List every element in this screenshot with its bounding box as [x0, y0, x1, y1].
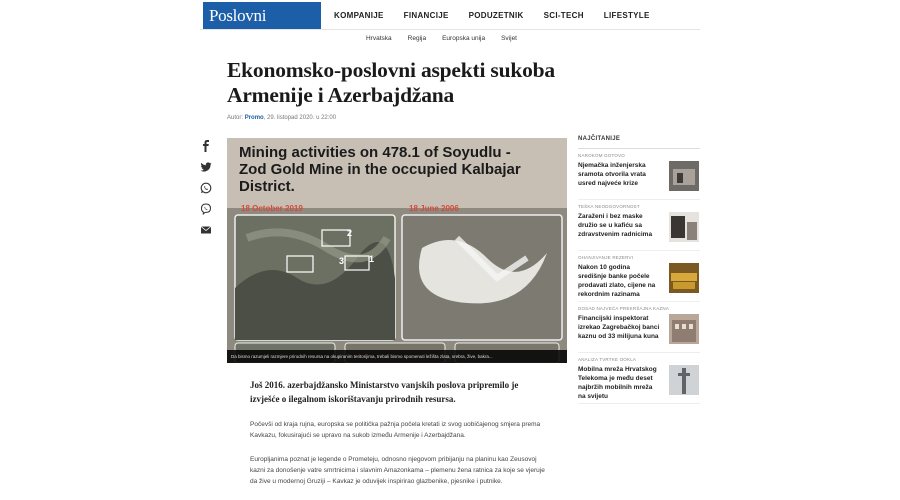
item-category: NAROKOM GOTOVO: [578, 153, 625, 158]
list-item[interactable]: [578, 149, 700, 200]
site-logo[interactable]: Poslovni dnevnik: [203, 2, 321, 29]
image-caption: Da bismo razumjeli razmjere prirodnih resursa na okupiranim teritorijima, trebali bismo spomenuti ležišta zlata, srebra, žive, bakra...: [227, 350, 567, 363]
meta-prefix: Autor:: [227, 115, 244, 121]
article-paragraph: Počevši od kraja rujna, europska se politička pažnja počela kretati iz svog uobičajenog smjera prema Kavkazu, fokusirajući se upravo na sukob između Armenije i Azerbajdžana.: [250, 421, 541, 439]
subnav-item-regija[interactable]: Regija: [407, 34, 427, 42]
facebook-icon[interactable]: [200, 140, 212, 152]
item-headline[interactable]: Zaraženi i bez maske družio se u kafiću sa zdravstvenim radnicima: [578, 213, 653, 238]
item-category: OHANJIVANJE REZERVI: [578, 255, 634, 260]
sub-nav: [358, 31, 525, 45]
subnav-item-svijet[interactable]: Svijet: [501, 34, 517, 42]
image-date-right: 18 June 2006: [409, 204, 459, 213]
item-headline[interactable]: Nakon 10 godina središnje banke počele prodavati zlato, cijene na rekordnim razinama: [578, 264, 656, 298]
list-item[interactable]: [578, 302, 700, 353]
nav-item-kompanije[interactable]: KOMPANIJE: [334, 10, 384, 20]
nav-item-lifestyle[interactable]: LIFESTYLE: [603, 10, 650, 20]
article-image[interactable]: [227, 138, 567, 363]
twitter-icon[interactable]: [200, 161, 212, 173]
subnav-item-hrvatska[interactable]: Hrvatska: [366, 34, 392, 42]
thumbnail-image[interactable]: [669, 263, 699, 293]
thumbnail-image[interactable]: [669, 314, 699, 344]
list-item[interactable]: [578, 200, 700, 251]
item-category: DOSAD NAJVEĆA PREKRŠAJNA KAZNA: [578, 306, 670, 311]
main-nav: [324, 0, 660, 30]
nav-item-sci-tech[interactable]: SCI-TECH: [543, 10, 584, 20]
nav-item-financije[interactable]: FINANCIJE: [403, 10, 449, 20]
sidebar-heading: NAJČITANIJE: [578, 136, 700, 149]
viber-icon[interactable]: [200, 203, 212, 215]
item-category: ANALIZA TVRTKE OOKLA: [578, 357, 637, 362]
list-item[interactable]: [578, 353, 700, 404]
item-headline[interactable]: Mobilna mreža Hrvatskog Telekoma je među deset najbržih mobilnih mreža na svijetu: [578, 366, 657, 400]
marker-label-3: 3: [339, 256, 345, 266]
article-lead: Još 2016. azerbajdžansko Ministarstvo vanjskih poslova pripremilo je izvješće o ilegalnom iskorištavanju prirodnih resursa.: [250, 380, 519, 404]
publish-date: , 29. listopad 2020. u 22:00: [263, 115, 337, 121]
article-meta: [227, 115, 336, 121]
article-paragraph: Europljanima poznat je legende o Prometeju, odnosno njegovom pribijanju na planinu kao Zeusovoj kazni za donošenje vatre smrtnicima i slavnim Amazonkama – plemenu žena ratnica za koje se vjeruje da žive u modernoj Gruziji – Kavkaz je oduvijek inspirirao glazbenike, pjesnike i putnike.: [250, 456, 545, 485]
image-headline: Mining activities on 478.1 of Soyudlu - Zod Gold Mine in the occupied Kalbajar District.: [239, 144, 521, 195]
list-item[interactable]: [578, 251, 700, 302]
thumbnail-image[interactable]: [669, 365, 699, 395]
author-link[interactable]: Promo: [244, 115, 264, 121]
item-headline[interactable]: Njemačka inženjerska sramota otvorila vrata usred najveće krize: [578, 162, 646, 187]
whatsapp-icon[interactable]: [200, 182, 212, 194]
item-headline[interactable]: Financijski inspektorat izrekao Zagrebačkoj banci kaznu od 33 milijuna kuna: [578, 315, 660, 340]
marker-label-2: 2: [347, 228, 353, 238]
item-category: TEŠKA NEODGOVORNOST: [578, 204, 640, 209]
article-title: Ekonomsko-poslovni aspekti sukoba Armenije i Azerbajdžana: [227, 58, 555, 107]
image-date-left: 18 October 2019: [241, 204, 303, 213]
share-bar: [200, 140, 212, 245]
email-icon[interactable]: [200, 224, 212, 236]
thumbnail-image[interactable]: [669, 212, 699, 242]
subnav-item-europska-unija[interactable]: Europska unija: [442, 34, 486, 42]
nav-item-poduzetnik[interactable]: PODUZETNIK: [468, 10, 524, 20]
marker-label-1: 1: [369, 254, 375, 264]
thumbnail-image[interactable]: [669, 161, 699, 191]
most-read-sidebar: [578, 136, 700, 404]
